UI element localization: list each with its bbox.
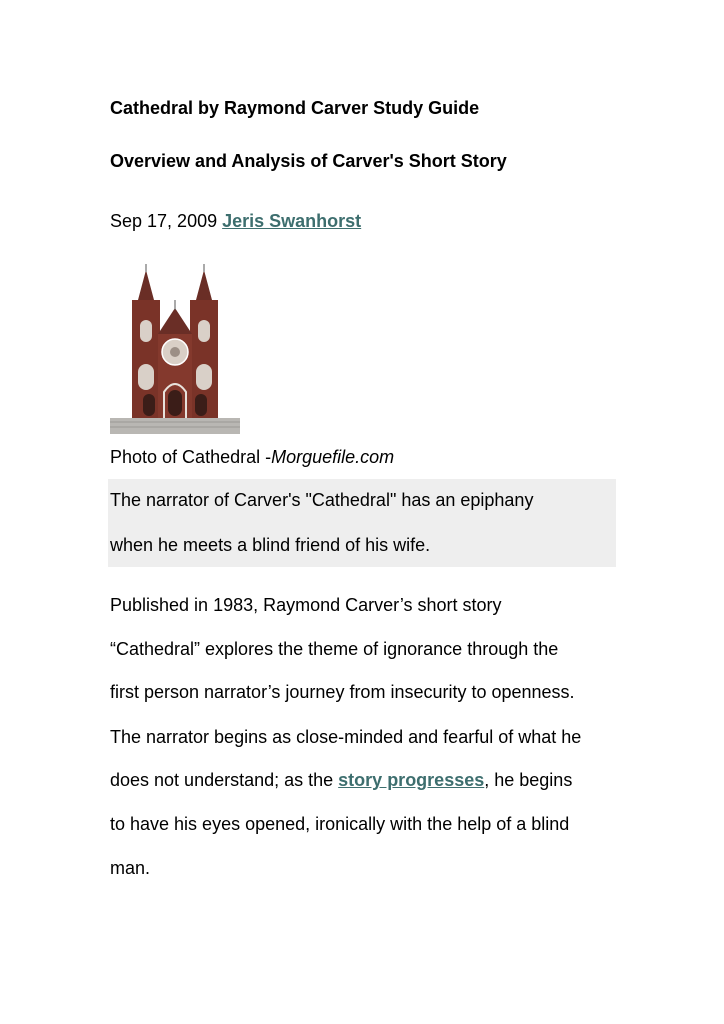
article-subtitle: Overview and Analysis of Carver's Short Story (110, 151, 507, 171)
publish-date: Sep 17, 2009 (110, 211, 218, 231)
pull-quote-line: The narrator of Carver's "Cathedral" has an epiphany (110, 490, 534, 510)
body-text-line: man. (110, 858, 151, 878)
article-title: Cathedral by Raymond Carver Study Guide (110, 98, 480, 118)
author-link[interactable]: Jeris Swanhorst (222, 211, 362, 231)
cathedral-photo (110, 264, 240, 434)
body-text-line: Published in 1983, Raymond Carver’s short story (110, 595, 502, 615)
body-text-segment: does not understand; as the (110, 770, 339, 790)
pull-quote-line: when he meets a blind friend of his wife. (110, 535, 431, 555)
caption-source: Morguefile.com (271, 447, 395, 467)
body-text-line: to have his eyes opened, ironically with the help of a blind (110, 814, 570, 834)
byline (110, 211, 361, 232)
body-text-line: The narrator begins as close-minded and fearful of what he (110, 727, 582, 747)
body-text-segment: , he begins (484, 770, 573, 790)
caption-text: Photo of Cathedral - (110, 447, 272, 467)
body-text-line: first person narrator’s journey from insecurity to openness. (110, 682, 575, 702)
photo-caption (110, 447, 394, 468)
body-text-line: “Cathedral” explores the theme of ignorance through the (110, 639, 559, 659)
story-progresses-link[interactable]: story progresses (338, 770, 485, 790)
body-text-line (110, 770, 572, 791)
